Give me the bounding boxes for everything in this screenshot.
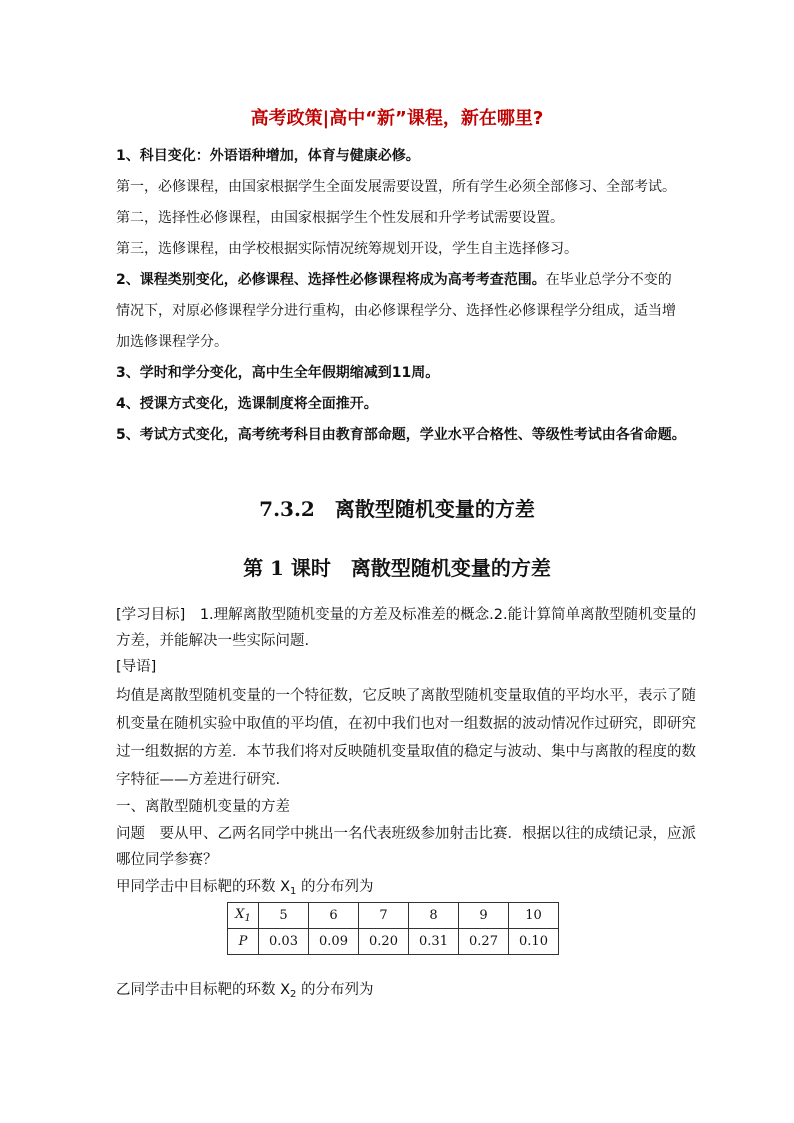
- objective-line-1: [学习目标] 1.理解离散型随机变量的方差及标准差的概念.2.能计算简单离散型随机变量的: [116, 607, 697, 623]
- ad-line-4: 第三，选修课程，由学校根据实际情况统筹规划开设，学生自主选择修习。: [116, 241, 578, 257]
- question-line-1: 问题 要从甲、乙两名同学中挑出一名代表班级参加射击比赛．根据以往的成绩记录，应派: [116, 826, 696, 842]
- ad-line-3: 第二，选择性必修课程，由国家根据学生个性发展和升学考试需要设置。: [116, 210, 564, 226]
- ad-line-5-rest: 在毕业总学分不变的: [545, 272, 672, 288]
- objective-line-2: 方差，并能解决一些实际问题.: [116, 633, 310, 649]
- table-header-x: $X_1$: [228, 903, 259, 929]
- ad-line-8: 3、学时和学分变化，高中生全年假期缩减到11周。: [116, 365, 440, 381]
- section-title: 7.3.2 离散型随机变量的方差: [259, 497, 535, 521]
- ad-line-5-bold: 2、课程类别变化，必修课程、选择性必修课程将成为高考考查范围。: [116, 272, 546, 288]
- table-cell: 0.09: [309, 929, 359, 955]
- table-cell: 0.20: [359, 929, 409, 955]
- table-cell: 0.31: [409, 929, 459, 955]
- ad-line-6: 情况下，对原必修课程学分进行重构，由必修课程学分、选择性必修课程学分组成，适当增: [116, 303, 676, 319]
- distribution-table-x1: [227, 902, 559, 955]
- table-cell: 7: [359, 903, 409, 929]
- table-cell: 9: [459, 903, 509, 929]
- intro-heading: [导语]: [116, 659, 157, 675]
- table-cell: 0.03: [259, 929, 309, 955]
- ad-line-1: 1、科目变化：外语语种增加，体育与健康必修。: [116, 148, 420, 164]
- ad-line-7: 加选修课程学分。: [116, 334, 228, 350]
- class-title: 第 1 课时 离散型随机变量的方差: [243, 556, 551, 580]
- table-cell: 0.27: [459, 929, 509, 955]
- ad-line-2: 第一，必修课程，由国家根据学生全面发展需要设置，所有学生必须全部修习、全部考试。: [116, 179, 676, 195]
- table-cell: 6: [309, 903, 359, 929]
- table-cell: 8: [409, 903, 459, 929]
- ad-line-5: [116, 270, 696, 290]
- ad-line-10: 5、考试方式变化，高考统考科目由教育部命题，学业水平合格性、等级性考试由各省命题。: [116, 427, 686, 443]
- ad-title: 高考政策|高中“新”课程，新在哪里?: [250, 108, 544, 129]
- subsection-heading: 一、离散型随机变量的方差: [116, 799, 290, 815]
- dist2-caption: 乙同学击中目标靶的环数 $X_2$ 的分布列为: [116, 982, 374, 1000]
- table-cell: 5: [259, 903, 309, 929]
- table-cell: 0.10: [509, 929, 559, 955]
- table-header-p: P: [228, 929, 259, 955]
- intro-line-4: 字特征——方差进行研究.: [116, 772, 281, 788]
- intro-line-2: 机变量在随机实验中取值的平均值，在初中我们也对一组数据的波动情况作过研究，即研究: [116, 716, 696, 732]
- ad-line-9: 4、授课方式变化，选课制度将全面推开。: [116, 396, 378, 412]
- table-row: [228, 903, 559, 929]
- intro-line-1: 均值是离散型随机变量的一个特征数，它反映了离散型随机变量取值的平均水平，表示了随: [116, 688, 696, 704]
- table-cell: 10: [509, 903, 559, 929]
- question-line-2: 哪位同学参赛？: [116, 852, 218, 868]
- intro-line-3: 过一组数据的方差．本节我们将对反映随机变量取值的稳定与波动、集中与离散的程度的数: [116, 744, 696, 760]
- table-row: [228, 929, 559, 955]
- dist1-caption: 甲同学击中目标靶的环数 $X_1$ 的分布列为: [116, 879, 374, 897]
